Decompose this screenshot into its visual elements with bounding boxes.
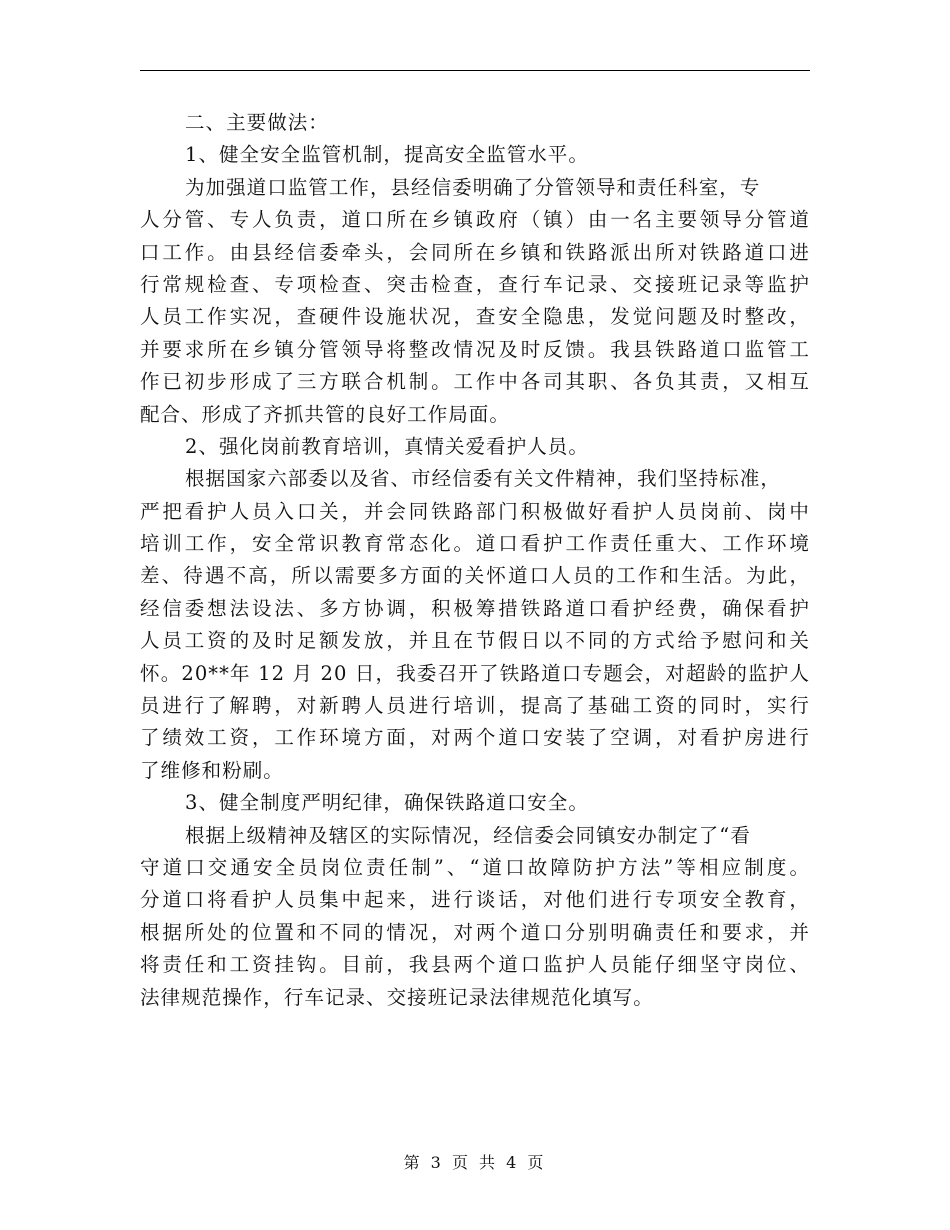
paragraph-1-line: 作已初步形成了三方联合机制。工作中各司其职、各负其责，又相互 [140, 370, 810, 394]
paragraph-3-line: 法律规范操作，行车记录、交接班记录法律规范化填写。 [140, 985, 654, 1009]
paragraph-1-line: 并要求所在乡镇分管领导将整改情况及时反馈。我县铁路道口监管工 [140, 337, 810, 361]
header-rule [140, 70, 810, 71]
paragraph-1-line: 行常规检查、专项检查、突击检查，查行车记录、交接班记录等监护 [140, 272, 810, 296]
paragraph-2-line: 经信委想法设法、多方协调，积极筹措铁路道口看护经费，确保看护 [140, 596, 810, 620]
page-number-footer: 第 3 页 共 4 页 [403, 1153, 547, 1172]
paragraph-1-line: 为加强道口监管工作，县经信委明确了分管领导和责任科室，专 [185, 175, 761, 199]
paragraph-1-line: 人分管、专人负责，道口所在乡镇政府（镇）由一名主要领导分管道 [140, 208, 810, 232]
subheading-3: 3、健全制度严明纪律，确保铁路道口安全。 [185, 791, 589, 815]
paragraph-1-line: 配合、形成了齐抓共管的良好工作局面。 [140, 402, 510, 426]
paragraph-2-line: 根据国家六部委以及省、市经信委有关文件精神，我们坚持标准， [185, 467, 781, 491]
paragraph-3-line: 分道口将看护人员集中起来，进行谈话，对他们进行专项安全教育， [140, 888, 810, 912]
paragraph-3-line: 根据上级精神及辖区的实际情况，经信委会同镇安办制定了“看 [185, 823, 751, 847]
paragraph-3-line: 将责任和工资挂钩。目前，我县两个道口监护人员能仔细坚守岗位、 [140, 953, 810, 977]
subheading-2: 2、强化岗前教育培训，真情关爱看护人员。 [185, 434, 589, 458]
paragraph-3-line: 根据所处的位置和不同的情况，对两个道口分别明确责任和要求，并 [140, 920, 810, 944]
paragraph-1-line: 人员工作实况，查硬件设施状况，查安全隐患，发觉问题及时整改， [140, 305, 810, 329]
paragraph-2-line: 差、待遇不高，所以需要多方面的关怀道口人员的工作和生活。为此， [140, 564, 810, 588]
paragraph-1-line: 口工作。由县经信委牵头，会同所在乡镇和铁路派出所对铁路道口进 [140, 240, 810, 264]
section-heading: 二、主要做法： [185, 111, 329, 134]
paragraph-2-line: 培训工作，安全常识教育常态化。道口看护工作责任重大、工作环境 [140, 532, 810, 556]
paragraph-2-line: 严把看护人员入口关，并会同铁路部门积极做好看护人员岗前、岗中 [140, 499, 810, 523]
document-body [140, 107, 812, 1014]
paragraph-3-line: 守道口交通安全员岗位责任制”、“道口故障防护方法”等相应制度。 [140, 855, 810, 879]
paragraph-2-line: 人员工资的及时足额发放，并且在节假日以不同的方式给予慰问和关 [140, 629, 810, 653]
paragraph-2-line: 怀。20**年 12 月 20 日，我委召开了铁路道口专题会，对超龄的监护人 [140, 661, 810, 685]
paragraph-2-line: 了维修和粉刷。 [140, 758, 284, 782]
paragraph-2-line: 员进行了解聘，对新聘人员进行培训，提高了基础工资的同时，实行 [140, 694, 810, 718]
subheading-1: 1、健全安全监管机制，提高安全监管水平。 [185, 143, 589, 167]
paragraph-2-line: 了绩效工资，工作环境方面，对两个道口安装了空调，对看护房进行 [140, 726, 810, 750]
